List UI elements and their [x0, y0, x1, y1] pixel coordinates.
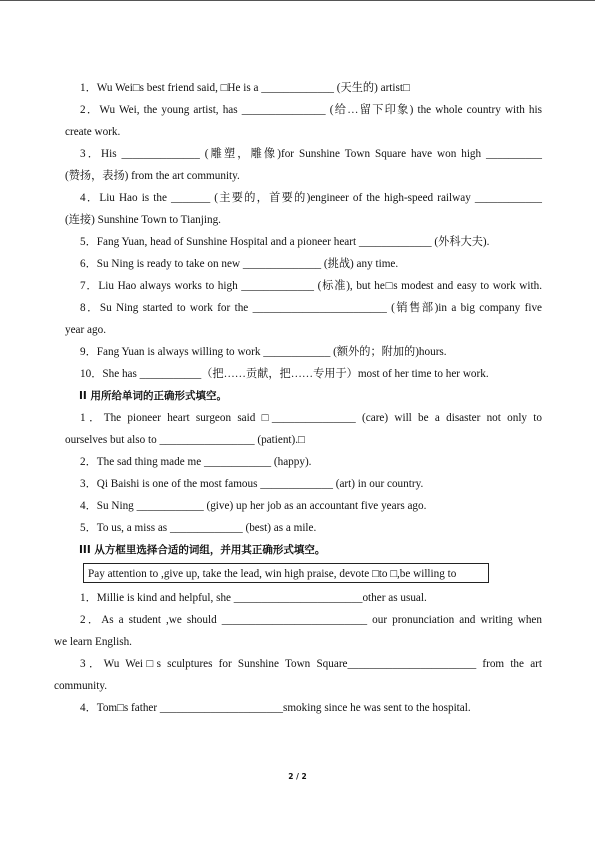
part1-q4: 4．Liu Hao is the _______ (主要的，首要的)engineer of the high-speed railway ____________	[80, 192, 542, 204]
part1-q8-cont: year ago.	[65, 324, 106, 336]
part2-q2: 2．The sad thing made me ____________ (happy).	[80, 456, 312, 468]
part3-q2: 2．As a student ,we should __________________________ our pronunciation and writing when	[80, 614, 542, 626]
part3-q3: 3．Wu Wei□s sculptures for Sunshine Town Square_______________________ from the art	[80, 658, 542, 670]
part1-q3-cont: (赞扬，表扬) from the art community.	[65, 170, 240, 182]
part1-q4-cont: (连接) Sunshine Town to Tianjing.	[65, 214, 221, 226]
part1-q8: 8．Su Ning started to work for the ________________________ (销售部)in a big company five	[80, 302, 542, 314]
part1-q2-cont: create work.	[65, 126, 121, 138]
top-border-line	[0, 0, 595, 1]
part3-q2-cont: we learn English.	[54, 636, 132, 648]
part1-q9: 9．Fang Yuan is always willing to work ____________ (额外的；附加的)hours.	[80, 346, 447, 358]
part3-q3-cont: community.	[54, 680, 108, 692]
part3-q4: 4．Tom□s father ______________________smoking since he was sent to the hospital.	[80, 702, 471, 714]
part3-header: III 从方框里选择合适的词组，并用其正确形式填空。	[79, 544, 326, 556]
part3-q1: 1．Millie is kind and helpful, she _______________________other as usual.	[80, 592, 427, 604]
part2-q3: 3．Qi Baishi is one of the most famous _____________ (art) in our country.	[80, 478, 424, 490]
part1-q7: 7．Liu Hao always works to high _____________ (标准), but he□s modest and easy to work with.	[80, 280, 542, 292]
part2-q1-cont: ourselves but also to _________________ (patient).□	[65, 434, 305, 446]
page-number: 2 / 2	[288, 772, 307, 781]
part1-q5: 5．Fang Yuan, head of Sunshine Hospital and a pioneer heart _____________ (外科大夫).	[80, 236, 490, 248]
part1-q2: 2．Wu Wei, the young artist, has _______________ (给…留下印象) the whole country with his	[80, 104, 542, 116]
part1-q6: 6．Su Ning is ready to take on new ______________ (挑战) any time.	[80, 258, 399, 270]
part1-q1: 1．Wu Wei□s best friend said, □He is a _____________ (天生的) artist□	[80, 82, 410, 94]
part2-q4: 4．Su Ning ____________ (give) up her job as an accountant five years ago.	[80, 500, 427, 512]
part1-q3: 3．His ______________ (雕塑，雕像)for Sunshine Town Square have won high __________	[80, 148, 542, 160]
worksheet-body	[54, 77, 542, 719]
phrase-box-wrapper	[54, 561, 542, 587]
part2-q1: 1．The pioneer heart surgeon said □_______________ (care) will be a disaster not only to	[80, 412, 542, 424]
part2-header: II 用所给单词的正确形式填空。	[79, 390, 227, 402]
part1-q10: 10．She has ___________（把……贡献，把……专用于）most of her time to her work.	[80, 368, 489, 380]
part2-q5: 5．To us, a miss as _____________ (best) as a mile.	[80, 522, 317, 534]
phrase-box: Pay attention to ,give up, take the lead, win high praise, devote □to □,be willing to	[83, 563, 489, 583]
